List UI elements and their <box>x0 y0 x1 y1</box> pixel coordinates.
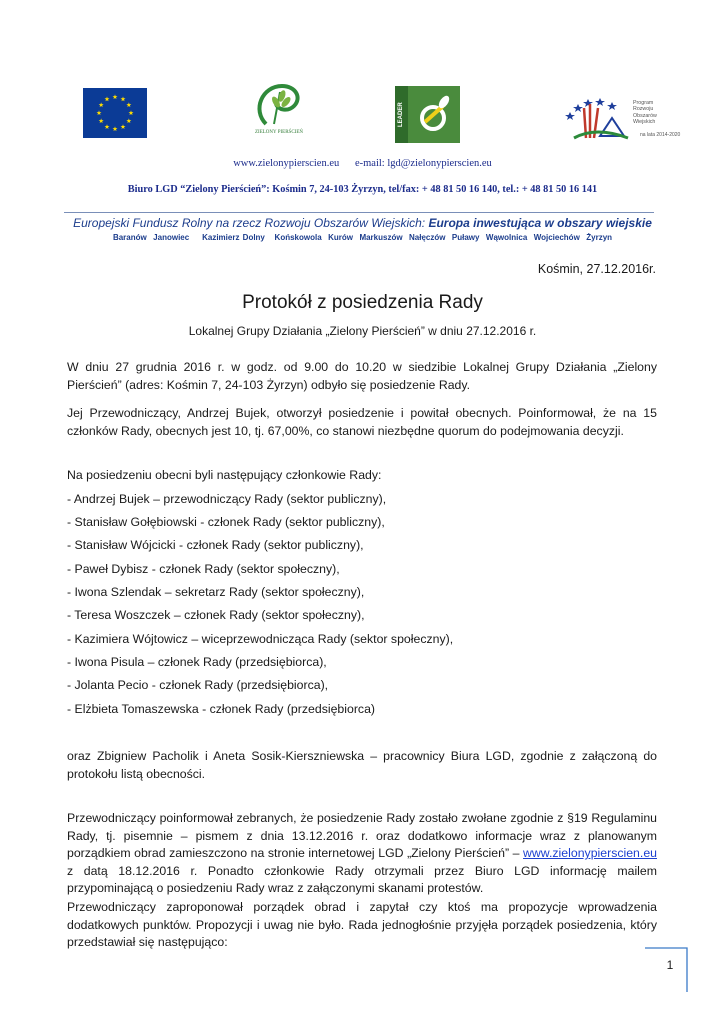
member-item: - Kazimiera Wójtowicz – wiceprzewodnicząca Rady (sektor społeczny), <box>67 632 454 646</box>
document-title: Protokół z posiedzenia Rady <box>242 292 483 313</box>
prow-logo <box>560 82 681 142</box>
prow-years: na lata 2014-2020 <box>640 132 681 138</box>
member-item: - Andrzej Bujek – przewodniczący Rady (sektor publiczny), <box>67 492 387 506</box>
eu-star-icon <box>97 110 102 115</box>
fund-banner-bold: Europa inwestująca w obszary wiejskie <box>428 216 652 230</box>
eu-star-icon <box>113 126 118 131</box>
zielony-pierscien-logo <box>244 80 314 148</box>
prow-line: Wiejskich <box>633 118 656 125</box>
member-item: - Iwona Pisula – członek Rady (przedsiębiorca), <box>67 655 327 669</box>
convening-text-b: z datą 18.12.2016 r. Ponadto członkowie Rady otrzymali przez Biuro LGD informację mailem przypominającą o posiedzeniu Rady wraz z załączonymi skanami protestów. <box>67 863 657 895</box>
paragraph-opening: W dniu 27 grudnia 2016 r. w godz. od 9.00 do 10.20 w siedzibie Lokalnej Grupy Działania „Zielony Pierścień” (adres: Kośmin 7, 24-103 Żyrzyn) odbyło się posiedzenie Rady. <box>67 360 657 392</box>
prow-text <box>633 100 657 125</box>
member-item: - Iwona Szlendak – sekretarz Rady (sektor społeczny), <box>67 585 365 599</box>
member-item: - Stanisław Wójcicki - członek Rady (sektor publiczny), <box>67 538 364 552</box>
eu-star-icon <box>121 97 126 102</box>
prow-line: Program <box>633 100 654 106</box>
contact-line: www.zielonypierscien.eu e-mail: lgd@zielonypierscien.eu <box>233 158 492 169</box>
municipalities-list: Baranów Janowiec Kazimierz Dolny Końskowola Kurów Markuszów Nałęczów Puławy Wąwolnica Wojciechów Żyrzyn <box>112 233 613 242</box>
document-date: Kośmin, 27.12.2016r. <box>537 262 656 276</box>
eu-star-icon <box>99 118 104 123</box>
fund-banner <box>0 216 725 230</box>
website-link[interactable]: www.zielonypierscien.eu <box>523 846 657 860</box>
eu-star-icon <box>121 124 126 129</box>
eu-star-icon <box>126 118 131 123</box>
document-subtitle: Lokalnej Grupy Działania „Zielony Pierścień” w dniu 27.12.2016 r. <box>188 324 537 338</box>
prow-line: Obszarów <box>633 112 657 119</box>
leader-word: LEADER <box>395 86 408 143</box>
prow-line: Rozwoju <box>633 106 654 113</box>
fund-banner-italic: Europejski Fundusz Rolny na rzecz Rozwoju Obszarów Wiejskich: <box>73 216 429 230</box>
eu-flag-logo <box>83 88 147 138</box>
eu-star-icon <box>113 94 118 99</box>
member-item: - Stanisław Gołębiowski - członek Rady (sektor publiczny), <box>67 515 385 529</box>
office-address: Biuro LGD “Zielony Pierścień”: Kośmin 7, 24-103 Żyrzyn, tel/fax: + 48 81 50 16 140, tel.: + 48 81 50 16 141 <box>127 184 598 195</box>
paragraph-convening <box>67 810 657 898</box>
member-item: - Elżbieta Tomaszewska - członek Rady (przedsiębiorca) <box>67 702 375 716</box>
eu-star-icon <box>105 124 110 129</box>
member-item: - Paweł Dybisz - członek Rady (sektor społeczny), <box>67 562 340 576</box>
member-item: - Teresa Woszczek – członek Rady (sektor społeczny), <box>67 608 365 622</box>
leader-sprout-icon <box>395 86 460 143</box>
leader-logo <box>395 86 460 143</box>
paragraph-staff: oraz Zbigniew Pacholik i Aneta Sosik-Kierszniewska – pracownicy Biura LGD, zgodnie z załączoną do protokołu listą obecności. <box>67 749 657 781</box>
convening-text-a: Przewodniczący poinformował zebranych, że posiedzenie Rady zostało zwołane zgodnie z §19 Regulaminu Rady, tj. pisemnie – pismem z dnia 13.12.2016 r. oraz dodatkowo informacje wraz z planowanym porządkiem obrad zamieszczono na stronie internetowej LGD „Zielony Pierścień” – <box>67 811 657 860</box>
eu-star-icon <box>129 110 134 115</box>
paragraph-quorum: Jej Przewodniczący, Andrzej Bujek, otworzył posiedzenie i powitał obecnych. Poinformował, że na 15 członków Rady, obecnych jest 10, tj. 67,00%, co stanowi niezbędne quorum do podejmowania decyzji. <box>67 406 657 438</box>
eu-star-icon <box>105 97 110 102</box>
zp-caption: ZIELONY PIERŚCIEŃ <box>254 130 303 135</box>
eu-stars-icon <box>83 88 147 138</box>
members-intro: Na posiedzeniu obecni byli następujący członkowie Rady: <box>67 468 382 482</box>
member-item: - Jolanta Pecio - członek Rady (przedsiębiorca), <box>67 678 329 692</box>
paragraph-agenda: Przewodniczący zaproponował porządek obrad i zapytał czy ktoś ma propozycje wprowadzenia dodatkowych punktów. Propozycji i uwag nie było. Rada jednogłośnie przyjęła porządek posiedzenia, który przedstawiał się następująco: <box>67 900 657 949</box>
prow-emblem-icon <box>560 82 632 142</box>
eu-star-icon <box>99 102 104 107</box>
header-divider <box>64 212 654 213</box>
eu-star-icon <box>126 102 131 107</box>
wheat-ring-icon <box>244 80 314 130</box>
page-number: 1 <box>666 958 674 972</box>
